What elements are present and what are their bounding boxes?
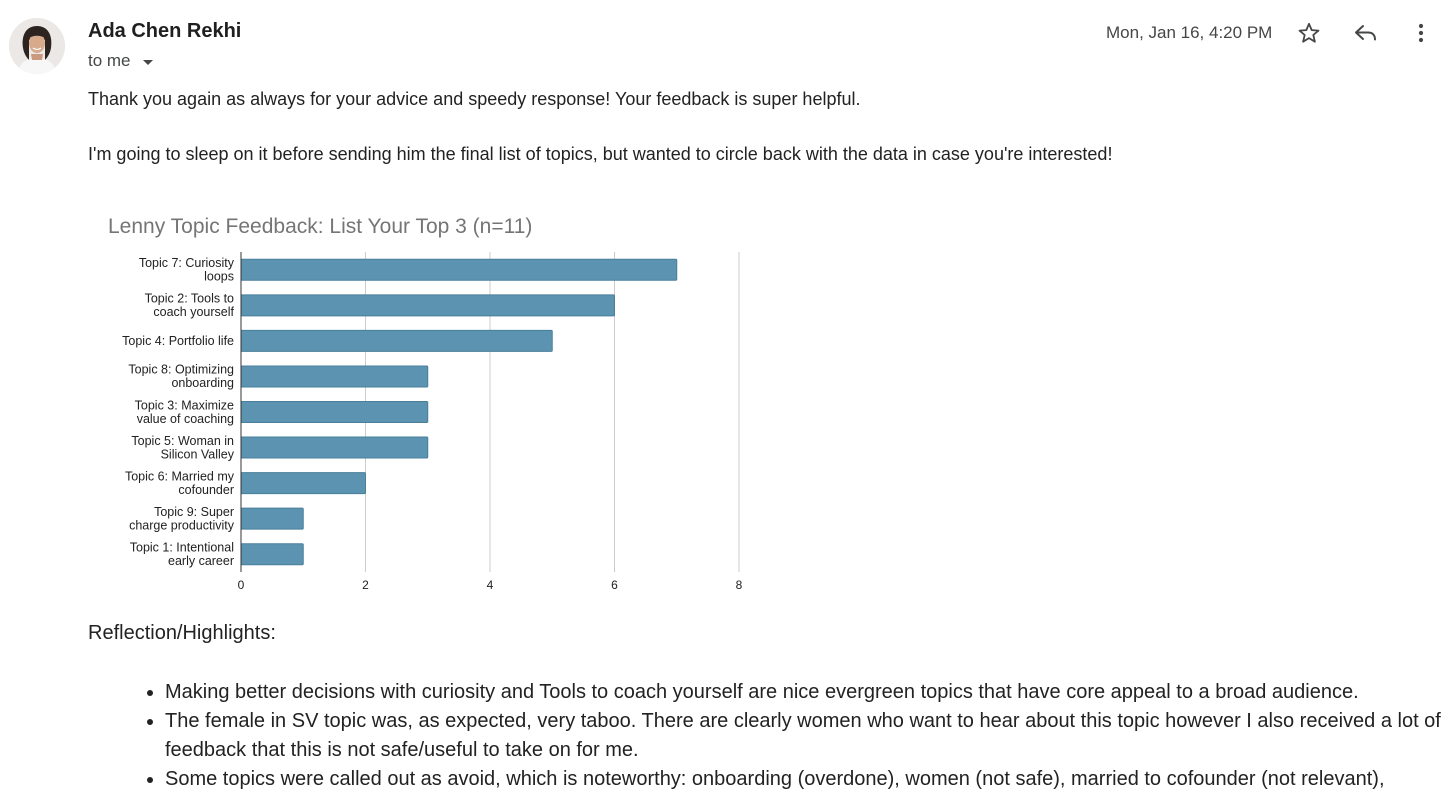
list-item: • Some topics were called out as avoid, which is noteworthy: onboarding (overdone), women (not safe), married to cofounder (not relevant), bbox=[165, 765, 1456, 794]
email-paragraph-1: Thank you again as always for your advice and speedy response! Your feedback is super helpful. bbox=[88, 89, 861, 109]
category-label: Topic 6: Married my bbox=[124, 469, 234, 484]
category-label: loops bbox=[204, 269, 234, 284]
category-label: Topic 7: Curiosity bbox=[138, 256, 234, 271]
sender-name: Ada Chen Rekhi bbox=[88, 20, 242, 42]
category-label: coach yourself bbox=[153, 305, 234, 320]
reply-button[interactable] bbox=[1350, 17, 1382, 49]
category-label: Topic 4: Portfolio life bbox=[122, 333, 234, 348]
recipient-label: to me bbox=[88, 51, 131, 70]
chart-title: Lenny Topic Feedback: List Your Top 3 (n=11) bbox=[108, 215, 533, 238]
star-icon[interactable] bbox=[1297, 21, 1321, 45]
category-label: cofounder bbox=[178, 482, 234, 497]
email-paragraph-2: I'm going to sleep on it before sending him the final list of topics, but wanted to circle back with the data in case you're interested! bbox=[88, 144, 1113, 164]
list-item: • Making better decisions with curiosity and Tools to coach yourself are nice evergreen topics that have core appeal to a broad audience. bbox=[165, 678, 1456, 707]
reflection-list bbox=[143, 678, 1456, 794]
category-label: Topic 5: Woman in bbox=[131, 433, 234, 448]
avatar-photo bbox=[9, 18, 65, 74]
recipient-details-toggle[interactable] bbox=[88, 51, 153, 71]
x-tick-label: 6 bbox=[611, 578, 618, 592]
x-tick-label: 8 bbox=[735, 578, 743, 592]
category-label: charge productivity bbox=[129, 518, 234, 533]
category-label: Topic 2: Tools to bbox=[144, 291, 234, 306]
more-vert-icon[interactable] bbox=[1409, 21, 1433, 45]
chart-bar bbox=[241, 330, 552, 351]
x-tick-label: 0 bbox=[237, 578, 245, 592]
chart-bar bbox=[241, 508, 303, 529]
category-label: Topic 1: Intentional bbox=[129, 540, 234, 555]
reflection-heading: Reflection/Highlights: bbox=[88, 622, 276, 644]
star-button[interactable] bbox=[1293, 17, 1325, 49]
category-label: Topic 9: Super bbox=[154, 504, 234, 519]
category-label: Silicon Valley bbox=[160, 447, 234, 462]
chart-bar bbox=[241, 544, 303, 565]
list-item: • The female in SV topic was, as expected, very taboo. There are clearly women who want to hear about this topic however I also received a lot of feedback that this is not safe/useful to take on for me. bbox=[165, 707, 1456, 765]
more-options-button[interactable] bbox=[1405, 17, 1437, 49]
email-date: Mon, Jan 16, 4:20 PM bbox=[1106, 23, 1273, 42]
topic-feedback-chart bbox=[96, 204, 776, 604]
chart-bar bbox=[241, 295, 615, 316]
x-tick-label: 2 bbox=[362, 578, 369, 592]
chart-bar bbox=[241, 402, 428, 423]
chart-bar bbox=[241, 259, 677, 280]
category-label: Topic 3: Maximize bbox=[134, 398, 234, 413]
category-label: onboarding bbox=[171, 376, 234, 391]
chart-bar bbox=[241, 473, 366, 494]
chart-bar bbox=[241, 437, 428, 458]
x-tick-label: 4 bbox=[486, 578, 494, 592]
sender-avatar[interactable] bbox=[9, 18, 65, 74]
reply-icon[interactable] bbox=[1353, 21, 1379, 45]
caret-down-icon[interactable] bbox=[143, 60, 153, 65]
category-label: Topic 8: Optimizing bbox=[128, 362, 234, 377]
category-label: early career bbox=[168, 553, 234, 568]
chart-bar bbox=[241, 366, 428, 387]
category-label: value of coaching bbox=[136, 411, 234, 426]
